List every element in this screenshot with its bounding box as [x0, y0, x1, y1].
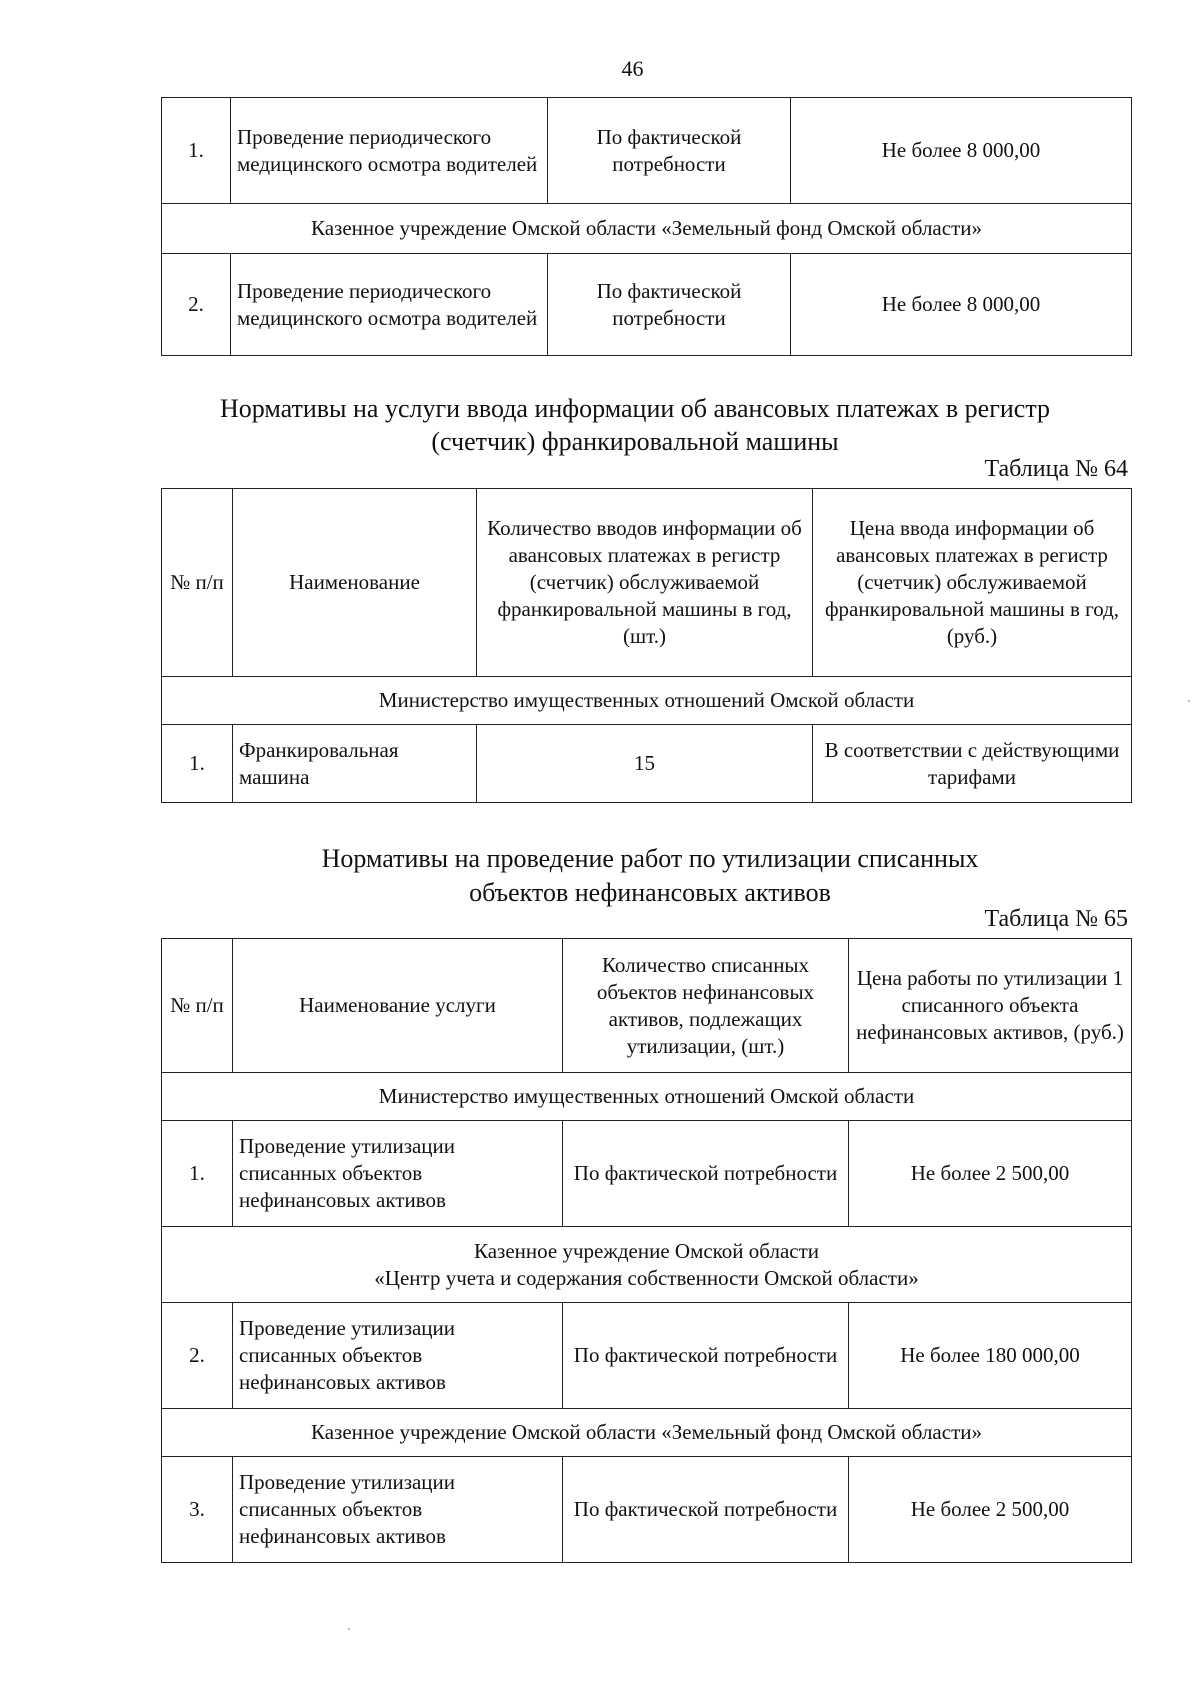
- section-title: Министерство имущественных отношений Омской области: [162, 1073, 1132, 1121]
- table-row: [162, 1121, 1132, 1227]
- row-number: 3.: [162, 1457, 233, 1563]
- row-quantity: По фактической потребности: [563, 1457, 849, 1563]
- table-64-heading: Нормативы на услуги ввода информации об авансовых платежах в регистр (счетчик) франкировальной машины: [219, 394, 1051, 456]
- table-row: [162, 725, 1132, 803]
- row-price: Не более 2 500,00: [849, 1457, 1132, 1563]
- table-row: [162, 254, 1132, 356]
- row-price: Не более 2 500,00: [849, 1121, 1132, 1227]
- row-quantity: По фактической потребности: [563, 1121, 849, 1227]
- table-row: [162, 1457, 1132, 1563]
- row-name: Проведение утилизации списанных объектов нефинансовых активов: [233, 1303, 563, 1409]
- table-header-row: [162, 939, 1132, 1073]
- row-number: 1.: [162, 98, 231, 204]
- row-name: Франкировальная машина: [233, 725, 477, 803]
- row-number: 1.: [162, 725, 233, 803]
- header-quantity: Количество списанных объектов нефинансовых активов, подлежащих утилизации, (шт.): [563, 939, 849, 1073]
- row-number: 2.: [162, 1303, 233, 1409]
- section-row: [162, 677, 1132, 725]
- row-quantity: 15: [477, 725, 813, 803]
- section-row: [162, 1227, 1132, 1303]
- section-title: [162, 1227, 1132, 1303]
- scan-speck: [348, 1628, 350, 1630]
- row-price: В соответствии с действующими тарифами: [813, 725, 1132, 803]
- table-header-row: [162, 489, 1132, 677]
- section-title: Казенное учреждение Омской области «Земельный фонд Омской области»: [162, 1409, 1132, 1457]
- row-price: Не более 180 000,00: [849, 1303, 1132, 1409]
- page-number: 46: [621, 56, 644, 81]
- row-number: 2.: [162, 254, 231, 356]
- row-quantity: По фактической потребности: [548, 98, 791, 204]
- row-name: Проведение периодического медицинского осмотра водителей: [231, 254, 548, 356]
- header-number: № п/п: [162, 939, 233, 1073]
- scan-speck: [1188, 700, 1190, 702]
- table-row: [162, 98, 1132, 204]
- row-price: Не более 8 000,00: [791, 254, 1132, 356]
- row-number: 1.: [162, 1121, 233, 1227]
- table-65: [161, 938, 1132, 1563]
- header-name: Наименование услуги: [233, 939, 563, 1073]
- header-quantity: Количество вводов информации об авансовых платежах в регистр (счетчик) обслуживаемой франкировальной машины в год, (шт.): [477, 489, 813, 677]
- row-name: Проведение периодического медицинского осмотра водителей: [231, 98, 548, 204]
- table-64: [161, 488, 1132, 803]
- table-row: [162, 1303, 1132, 1409]
- table-63-continued: [161, 97, 1132, 356]
- row-quantity: По фактической потребности: [548, 254, 791, 356]
- section-row: [162, 204, 1132, 254]
- row-name: Проведение утилизации списанных объектов нефинансовых активов: [233, 1457, 563, 1563]
- table-64-label: Таблица № 64: [984, 456, 1128, 482]
- section-title: Казенное учреждение Омской области «Земельный фонд Омской области»: [162, 204, 1132, 254]
- section-row: [162, 1073, 1132, 1121]
- header-number: № п/п: [162, 489, 233, 677]
- section-row: [162, 1409, 1132, 1457]
- table-65-heading-line-2: объектов нефинансовых активов: [469, 878, 831, 907]
- header-price: Цена работы по утилизации 1 списанного объекта нефинансовых активов, (руб.): [849, 939, 1132, 1073]
- header-name: Наименование: [233, 489, 477, 677]
- section-title-line-1: Казенное учреждение Омской области: [473, 1238, 819, 1263]
- section-title: Министерство имущественных отношений Омской области: [162, 677, 1132, 725]
- row-name: Проведение утилизации списанных объектов нефинансовых активов: [233, 1121, 563, 1227]
- row-quantity: По фактической потребности: [563, 1303, 849, 1409]
- table-65-heading-line-1: Нормативы на проведение работ по утилизации списанных: [321, 844, 979, 873]
- header-price: Цена ввода информации об авансовых платежах в регистр (счетчик) обслуживаемой франкировальной машины в год, (руб.): [813, 489, 1132, 677]
- table-65-label: Таблица № 65: [984, 906, 1128, 932]
- section-title-line-2: «Центр учета и содержания собственности Омской области»: [374, 1265, 919, 1290]
- row-price: Не более 8 000,00: [791, 98, 1132, 204]
